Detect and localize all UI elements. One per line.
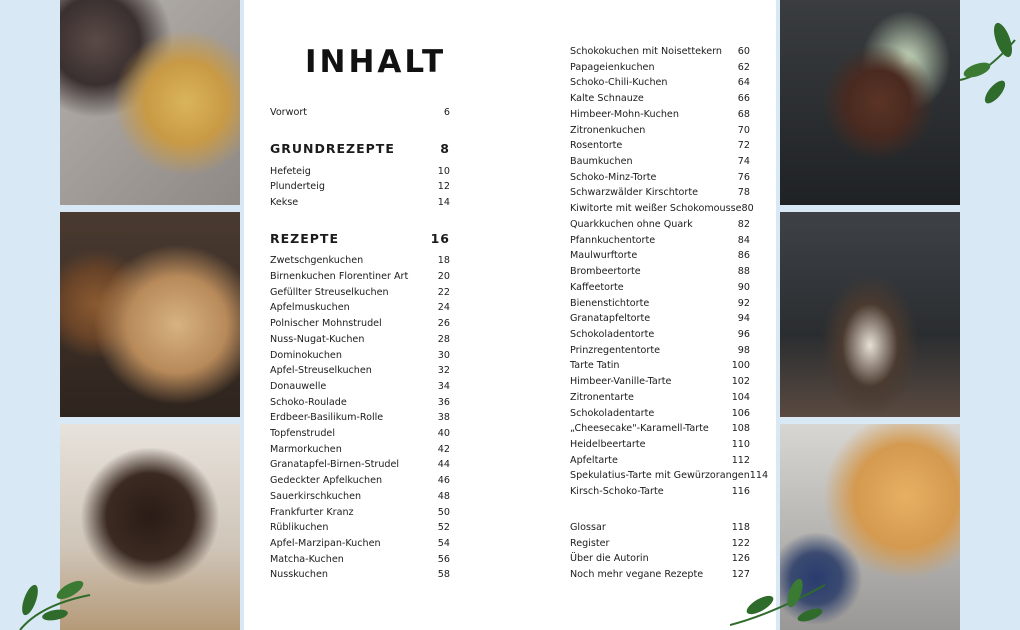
toc-entry-page-number: 70 <box>737 124 750 136</box>
toc-entry-page-number: 20 <box>437 271 450 282</box>
toc-entry-title: Kaffeetorte <box>570 281 624 293</box>
toc-entry-title: Polnischer Mohnstrudel <box>270 318 382 329</box>
toc-entry-title: Frankfurter Kranz <box>270 507 354 518</box>
toc-entry-page-number: 36 <box>437 397 450 408</box>
toc-entry[interactable] <box>570 75 750 90</box>
toc-entry-page-number: 54 <box>437 538 450 549</box>
toc-entry[interactable] <box>570 217 750 232</box>
toc-entry-title: Apfeltarte <box>570 454 618 466</box>
toc-entry-title: Apfel-Marzipan-Kuchen <box>270 538 381 549</box>
toc-entry-title: Granatapfeltorte <box>570 313 651 325</box>
toc-entry-title: Schokoladentorte <box>570 328 655 340</box>
toc-entry[interactable] <box>270 179 450 194</box>
toc-entry[interactable] <box>570 536 750 551</box>
toc-entry-page-number: 52 <box>437 522 450 533</box>
toc-entry-page-number: 78 <box>737 187 750 199</box>
toc-entry[interactable] <box>570 280 750 295</box>
leaf-decoration-icon <box>10 565 100 630</box>
toc-entry[interactable] <box>270 363 450 378</box>
toc-entry[interactable] <box>270 253 450 268</box>
toc-entry-page-number: 34 <box>437 381 450 392</box>
toc-entry-page-number: 98 <box>737 344 750 356</box>
toc-entry-page-number: 104 <box>731 391 750 403</box>
toc-entry[interactable] <box>570 551 750 566</box>
toc-entry[interactable] <box>570 421 750 436</box>
toc-entry[interactable] <box>570 468 769 483</box>
toc-entry-title: Erdbeer-Basilikum-Rolle <box>270 412 384 423</box>
toc-left-column <box>270 0 450 630</box>
page-title: INHALT <box>305 44 447 80</box>
toc-entry-page-number: 32 <box>437 365 450 376</box>
toc-entry-title: Zwetschgenkuchen <box>270 255 364 266</box>
photo-mint-chocolate-cake <box>780 0 960 205</box>
toc-entry[interactable] <box>570 390 750 405</box>
toc-entry-page-number: 102 <box>731 376 750 388</box>
toc-entry[interactable] <box>570 296 750 311</box>
toc-entry-page-number: 90 <box>737 281 750 293</box>
toc-entry[interactable] <box>570 201 754 216</box>
toc-entry-page-number: 12 <box>437 181 450 192</box>
toc-entry[interactable] <box>270 195 450 210</box>
toc-entry-title: Prinzregententorte <box>570 344 661 356</box>
toc-entry[interactable] <box>570 311 750 326</box>
toc-entry[interactable] <box>570 520 750 535</box>
toc-entry-page-number: 18 <box>437 255 450 266</box>
toc-entry-title: Schoko-Roulade <box>270 397 347 408</box>
toc-entry-title: Kiwitorte mit weißer Schokomousse <box>570 203 742 215</box>
toc-entry[interactable] <box>570 91 750 106</box>
toc-entry-title: Sauerkirschkuchen <box>270 491 362 502</box>
toc-entry-page-number: 26 <box>437 318 450 329</box>
toc-entry[interactable] <box>570 567 750 582</box>
toc-entry[interactable] <box>570 138 750 153</box>
toc-entry-page-number: 24 <box>437 302 450 313</box>
toc-entry-title: Apfelmuskuchen <box>270 302 350 313</box>
toc-entry-title: Bienenstichtorte <box>570 297 650 309</box>
toc-entry-title: REZEPTE <box>270 231 339 246</box>
toc-entry[interactable] <box>570 248 750 263</box>
toc-entry-title: Schoko-Minz-Torte <box>570 171 657 183</box>
toc-entry-page-number: 46 <box>437 475 450 486</box>
toc-entry-page-number: 127 <box>731 569 750 581</box>
toc-entry-title: Vorwort <box>270 107 308 118</box>
toc-entry-page-number: 16 <box>430 231 450 246</box>
toc-entry-page-number: 106 <box>731 407 750 419</box>
toc-entry-page-number: 108 <box>731 423 750 435</box>
toc-entry-title: Schokokuchen mit Noisettekern <box>570 46 722 57</box>
toc-entry[interactable] <box>270 442 450 457</box>
toc-entry-title: Quarkkuchen ohne Quark <box>570 218 693 230</box>
toc-entry-page-number: 62 <box>737 61 750 73</box>
toc-entry-page-number: 14 <box>437 197 450 208</box>
toc-entry-page-number: 44 <box>437 459 450 470</box>
toc-entry-page-number: 122 <box>731 537 750 549</box>
toc-entry[interactable] <box>270 536 450 551</box>
toc-entry[interactable] <box>270 552 450 567</box>
toc-entry[interactable] <box>270 567 450 582</box>
toc-entry-title: Über die Autorin <box>570 553 649 565</box>
toc-entry[interactable] <box>570 233 750 248</box>
toc-entry-page-number: 92 <box>737 297 750 309</box>
toc-right-column <box>570 0 769 630</box>
toc-entry[interactable] <box>270 379 450 394</box>
toc-entry[interactable] <box>570 170 750 185</box>
toc-entry-title: Kalte Schnauze <box>570 93 644 105</box>
toc-entry-title: Kirsch-Schoko-Tarte <box>570 486 664 498</box>
toc-entry-title: Zitronentarte <box>570 391 634 403</box>
toc-entry-page-number: 38 <box>437 412 450 423</box>
toc-entry-title: Rüblikuchen <box>270 522 329 533</box>
toc-entry-page-number: 126 <box>731 553 750 565</box>
toc-entry[interactable] <box>270 300 450 315</box>
toc-entry-title: Schwarzwälder Kirschtorte <box>570 187 699 199</box>
toc-entry-page-number: 56 <box>437 554 450 565</box>
toc-entry-page-number: 118 <box>731 522 750 533</box>
toc-entry-title: Hefeteig <box>270 166 311 177</box>
toc-section-heading[interactable] <box>270 231 450 246</box>
toc-entry-page-number: 82 <box>737 218 750 230</box>
toc-entry-title: Schoko-Chili-Kuchen <box>570 77 668 89</box>
toc-entry-title: Matcha-Kuchen <box>270 554 344 565</box>
toc-entry-title: Gedeckter Apfelkuchen <box>270 475 383 486</box>
toc-entry-page-number: 40 <box>437 428 450 439</box>
toc-entry-title: „Cheesecake"-Karamell-Tarte <box>570 423 709 435</box>
toc-entry-title: Gefüllter Streuselkuchen <box>270 287 389 298</box>
toc-entry-title: Dominokuchen <box>270 350 342 361</box>
toc-entry-page-number: 84 <box>737 234 750 246</box>
toc-entry-title: Zitronenkuchen <box>570 124 646 136</box>
photo-plum-crumble-cake <box>60 0 240 205</box>
toc-entry-page-number: 80 <box>741 203 754 215</box>
toc-entry-title: Glossar <box>570 522 606 533</box>
toc-entry-page-number: 74 <box>737 156 750 168</box>
toc-entry-title: Kekse <box>270 197 299 208</box>
toc-entry-page-number: 48 <box>437 491 450 502</box>
toc-entry[interactable] <box>570 374 750 389</box>
toc-entry[interactable] <box>270 489 450 504</box>
toc-entry-page-number: 8 <box>440 141 450 156</box>
toc-entry-title: Rosentorte <box>570 140 623 152</box>
toc-entry[interactable] <box>270 520 450 535</box>
toc-entry[interactable] <box>570 437 750 452</box>
toc-entry-page-number: 58 <box>437 569 450 580</box>
toc-entry-title: Heidelbeertarte <box>570 439 646 450</box>
toc-entry[interactable] <box>570 185 750 200</box>
toc-entry-title: Donauwelle <box>270 381 327 392</box>
toc-entry-title: Granatapfel-Birnen-Strudel <box>270 459 400 470</box>
toc-entry[interactable] <box>570 264 750 279</box>
toc-entry[interactable] <box>270 426 450 441</box>
toc-entry-page-number: 42 <box>437 444 450 455</box>
toc-entry-page-number: 60 <box>737 46 750 57</box>
toc-entry-page-number: 110 <box>731 439 750 450</box>
photo-poppy-seed-strudel <box>60 212 240 417</box>
toc-entry[interactable] <box>570 60 750 75</box>
toc-entry[interactable] <box>570 44 750 59</box>
toc-entry-page-number: 22 <box>437 287 450 298</box>
toc-entry-title: Baumkuchen <box>570 156 633 168</box>
toc-entry[interactable] <box>270 332 450 347</box>
toc-entry-page-number: 116 <box>731 486 750 498</box>
toc-entry-title: Topfenstrudel <box>270 428 335 439</box>
toc-entry-page-number: 86 <box>737 250 750 262</box>
toc-entry[interactable] <box>270 505 450 520</box>
toc-entry[interactable] <box>270 395 450 410</box>
toc-entry[interactable] <box>270 316 450 331</box>
toc-entry[interactable] <box>270 348 450 363</box>
toc-entry[interactable] <box>270 457 450 472</box>
toc-entry[interactable] <box>570 358 750 373</box>
toc-entry-page-number: 64 <box>737 77 750 89</box>
toc-entry-page-number: 30 <box>437 350 450 361</box>
toc-entry-page-number: 114 <box>749 470 769 482</box>
toc-entry[interactable] <box>570 123 750 138</box>
toc-section-heading[interactable] <box>270 141 450 156</box>
toc-entry-title: Spekulatius-Tarte mit Gewürzorangen <box>570 470 750 482</box>
toc-entry-title: Plunderteig <box>270 181 325 192</box>
toc-entry[interactable] <box>570 154 750 169</box>
toc-entry-title: Himbeer-Vanille-Tarte <box>570 376 672 388</box>
toc-entry[interactable] <box>270 269 450 284</box>
toc-entry[interactable] <box>270 164 450 179</box>
toc-entry-title: Himbeer-Mohn-Kuchen <box>570 108 679 120</box>
toc-entry-page-number: 100 <box>731 360 750 372</box>
toc-entry-title: Noch mehr vegane Rezepte <box>570 569 704 581</box>
toc-entry[interactable] <box>570 484 750 499</box>
toc-entry[interactable] <box>270 473 450 488</box>
toc-entry-page-number: 10 <box>437 166 450 177</box>
toc-entry-title: Schokoladentarte <box>570 407 655 419</box>
toc-entry-title: Brombeertorte <box>570 266 641 278</box>
toc-entry-title: Nusskuchen <box>270 569 328 580</box>
photo-mole-cake-slice <box>780 212 960 417</box>
toc-entry-title: Pfannkuchentorte <box>570 234 656 246</box>
toc-entry-page-number: 76 <box>737 171 750 183</box>
toc-entry-page-number: 112 <box>731 454 750 466</box>
toc-entry[interactable] <box>570 343 750 358</box>
toc-entry-page-number: 6 <box>443 107 450 118</box>
toc-entry-page-number: 96 <box>737 328 750 340</box>
toc-entry-title: Papageienkuchen <box>570 61 655 73</box>
toc-entry-page-number: 94 <box>737 313 750 325</box>
toc-entry-page-number: 72 <box>737 140 750 152</box>
toc-entry-page-number: 50 <box>437 507 450 518</box>
toc-entry-page-number: 88 <box>737 266 750 278</box>
toc-entry-title: Register <box>570 537 610 549</box>
toc-entry[interactable] <box>570 453 750 468</box>
toc-entry-page-number: 66 <box>737 93 750 105</box>
leaf-decoration-icon <box>730 575 830 630</box>
toc-entry-title: Maulwurftorte <box>570 250 638 262</box>
toc-entry[interactable] <box>570 406 750 421</box>
toc-entry-title: Marmorkuchen <box>270 444 342 455</box>
toc-entry-page-number: 68 <box>737 108 750 120</box>
toc-entry[interactable] <box>270 410 450 425</box>
toc-entry-title: Apfel-Streuselkuchen <box>270 365 372 376</box>
toc-entry-title: Tarte Tatin <box>570 360 620 372</box>
leaf-decoration-icon <box>955 20 1020 110</box>
toc-entry-title: Nuss-Nugat-Kuchen <box>270 334 365 345</box>
toc-entry[interactable] <box>270 285 450 300</box>
toc-entry[interactable] <box>570 107 750 122</box>
toc-entry-page-number: 28 <box>437 334 450 345</box>
toc-entry-title: Birnenkuchen Florentiner Art <box>270 271 409 282</box>
toc-entry-title: GRUNDREZEPTE <box>270 141 395 156</box>
toc-entry[interactable] <box>270 105 450 120</box>
toc-entry[interactable] <box>570 327 750 342</box>
